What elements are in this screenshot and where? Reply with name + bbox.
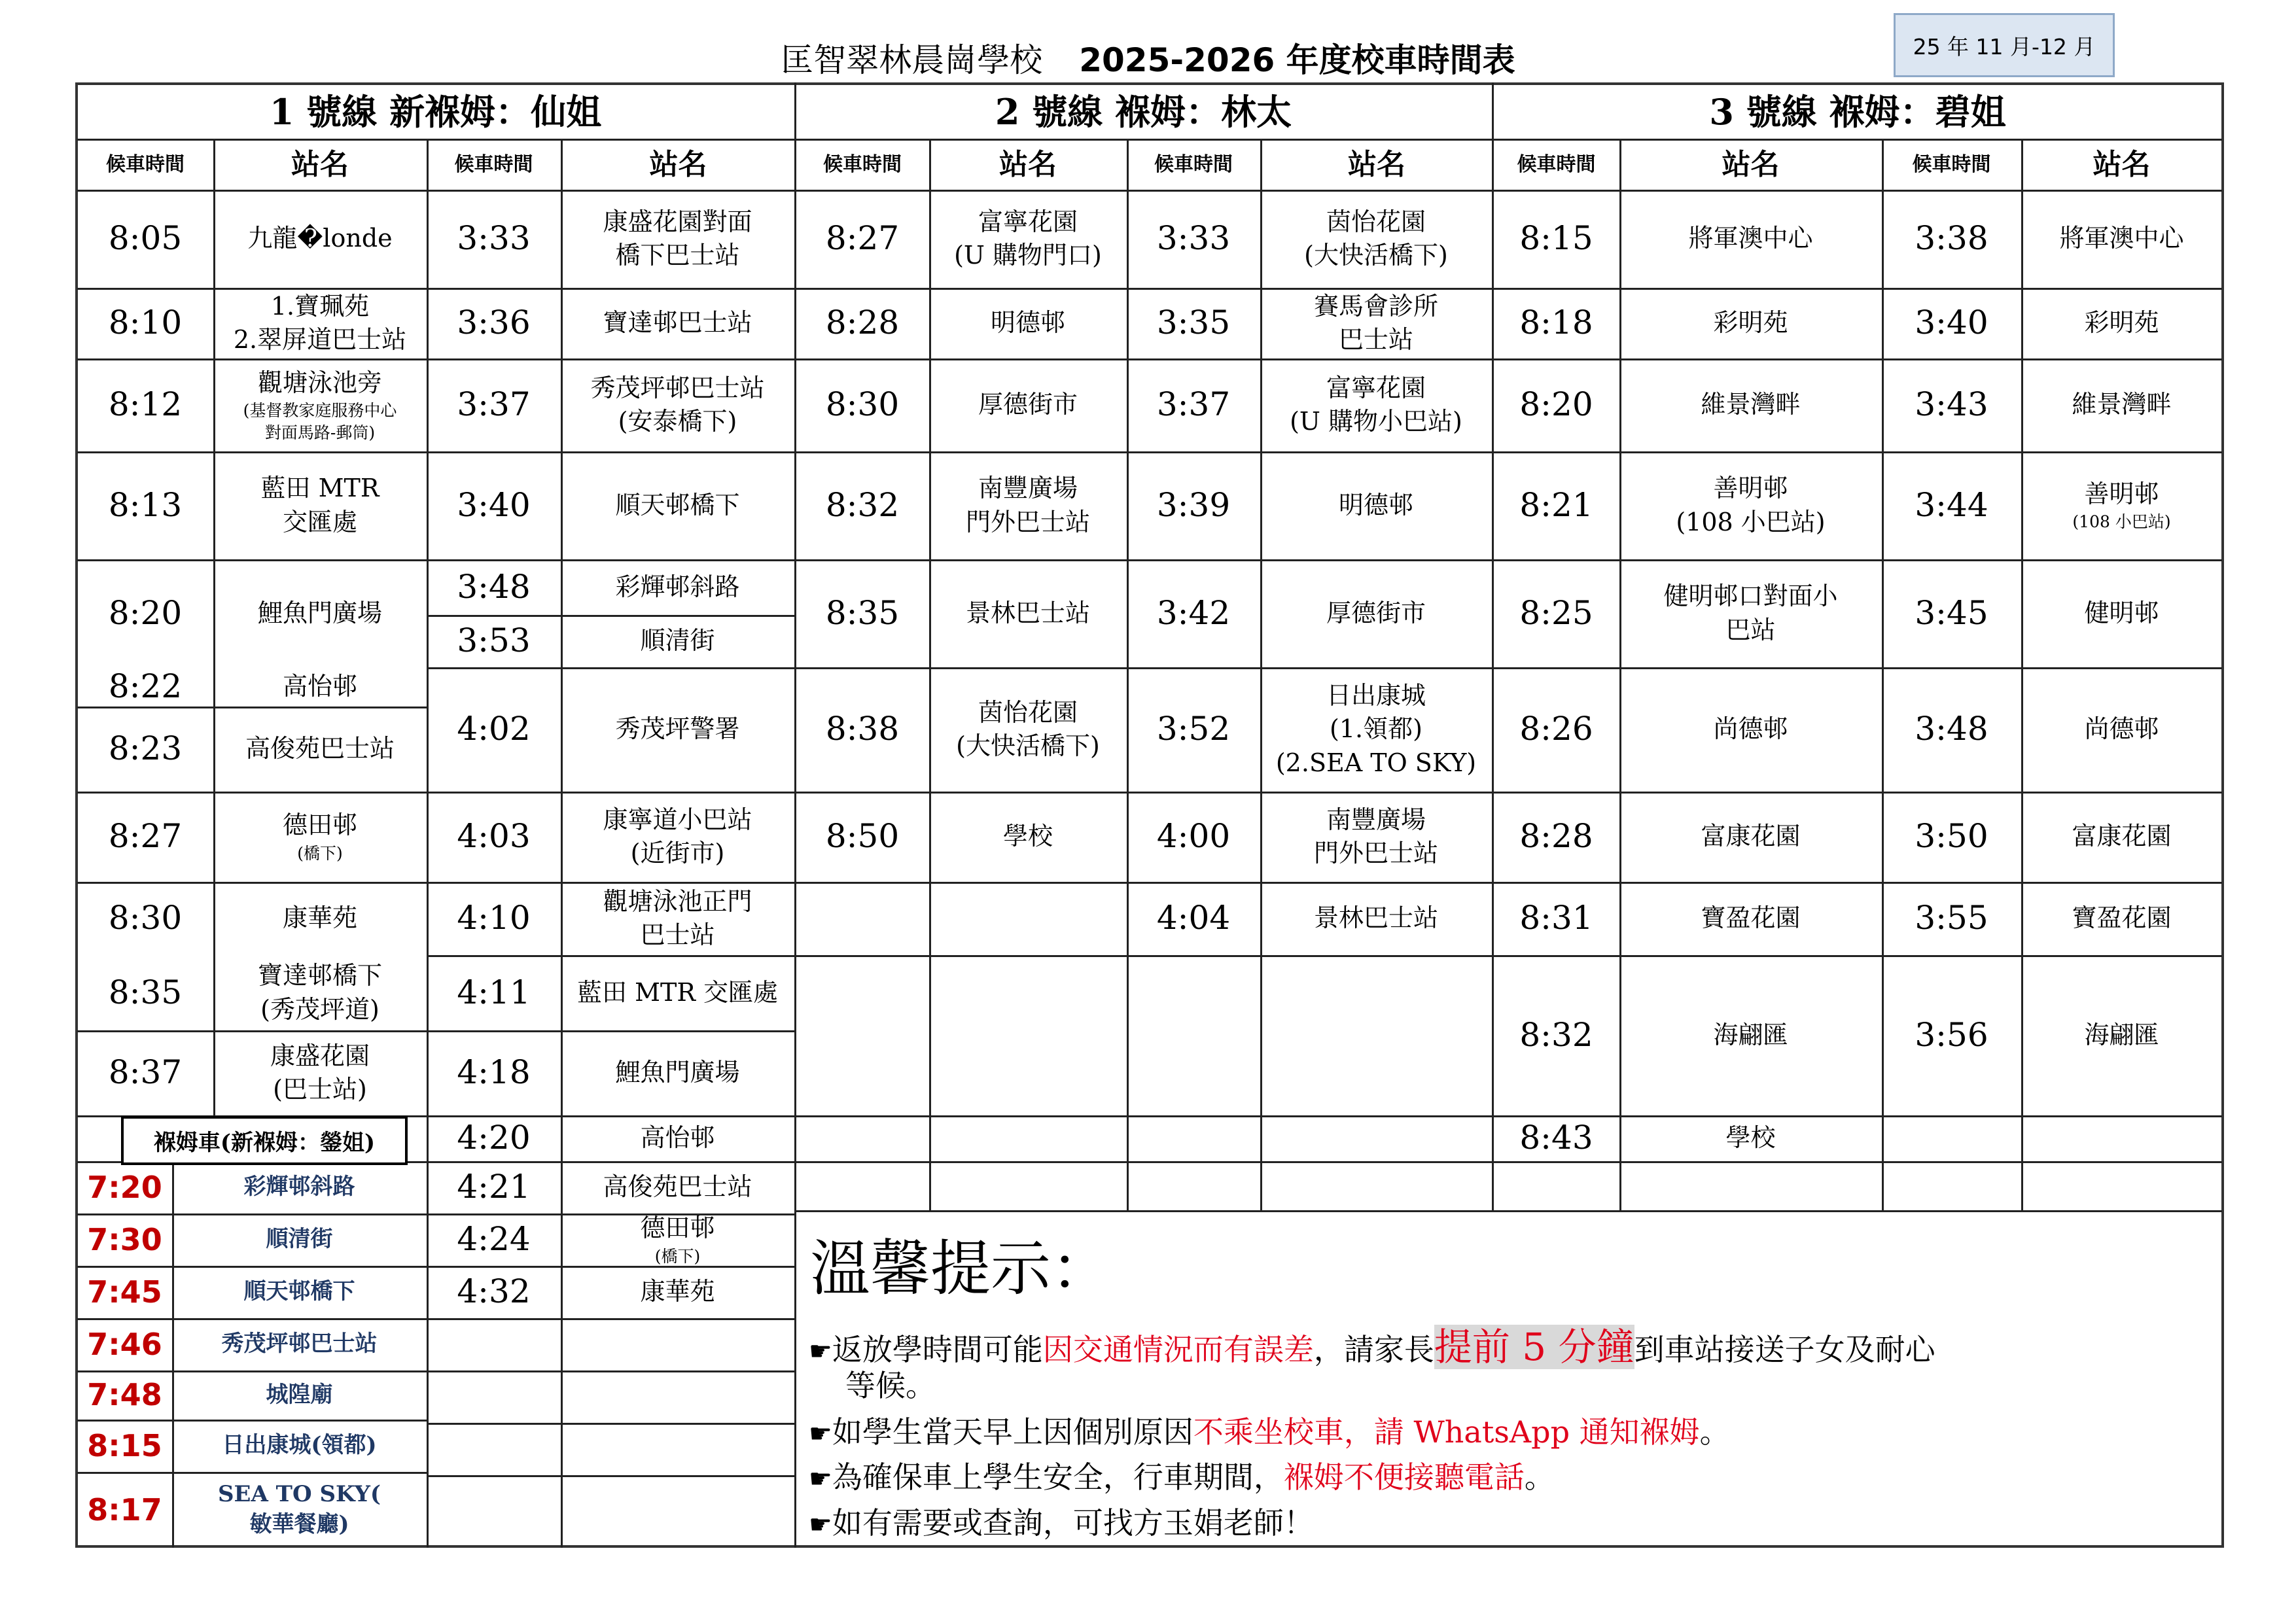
r1_pm-station: 鯉魚門廣場 — [615, 1058, 740, 1087]
r2_pm-station: 明德邨 — [1338, 490, 1413, 519]
r1_pm-station: 順清街 — [640, 626, 715, 655]
column-header-time: 候車時間 — [1912, 152, 1991, 176]
r3_pm-time: 3:38 — [1915, 219, 1988, 258]
column-header-time: 候車時間 — [1154, 152, 1233, 176]
r2_am-time: 8:28 — [825, 304, 900, 342]
r2_pm-station: 厚德街市 — [1326, 598, 1426, 627]
r1_pm-time: 4:02 — [457, 710, 531, 748]
r1_am-time: 8:13 — [108, 485, 183, 524]
r3_pm-time: 3:55 — [1915, 899, 1988, 937]
grid-hline — [796, 955, 1127, 957]
r3_am-time: 8:26 — [1519, 710, 1593, 748]
r2_am-station: 厚德街市 — [978, 390, 1078, 419]
r2_pm-time: 3:39 — [1156, 485, 1231, 524]
r2_am-time: 8:30 — [825, 385, 900, 424]
r1_am-station: 高怡邨 — [282, 672, 357, 701]
r2_pm-station: 景林巴士站 — [1313, 903, 1438, 933]
r1_pm-station: 寶達邨巴士站 — [603, 308, 752, 338]
grid-hline — [1493, 1161, 2222, 1163]
column-header-station: 站名 — [1348, 148, 1405, 182]
nanny-stop-time: 7:46 — [87, 1326, 162, 1362]
r2_pm-station: 茵怡花園 (大快活橋下) — [1304, 207, 1448, 270]
r1_pm-time: 4:11 — [457, 973, 531, 1011]
r1_am-station: 1.寶珮苑 2.翠屏道巴士站 — [233, 291, 407, 354]
r3_am-station: 富康花園 — [1701, 822, 1801, 851]
route-1-header: 1 號線 新褓姆：仙姐 — [269, 90, 602, 133]
r3_am-station: 海翩匯 — [1713, 1020, 1788, 1049]
r1_am-time: 8:12 — [108, 385, 183, 424]
r1_pm-station: 秀茂坪邨巴士站 (安泰橋下) — [590, 373, 765, 436]
r1_pm-time: 3:33 — [457, 219, 531, 258]
grid-hline — [427, 1423, 794, 1425]
r3_am-time: 8:15 — [1519, 219, 1593, 258]
r3_am-time: 8:31 — [1519, 899, 1593, 937]
column-header-time: 候車時間 — [454, 152, 533, 176]
r1_pm-station: 康寧道小巴站 (近街市) — [603, 805, 752, 867]
r1_pm-station: 藍田 MTR 交匯處 — [576, 977, 779, 1007]
r2_pm-station: 賽馬會診所 巴士站 — [1313, 291, 1438, 354]
tip-4: ☛如有需要或查詢，可找方玉娟老師！ — [809, 1505, 1314, 1541]
r1_am-time: 8:20 — [108, 593, 183, 632]
r2_am-station: 明德邨 — [990, 308, 1065, 338]
r3_pm-time: 3:56 — [1915, 1015, 1988, 1054]
grid-hline — [796, 1115, 1127, 1117]
schedule-year-title: 2025-2026 年度校車時間表 — [1079, 41, 1515, 79]
r1_am-station: 九龍�londe — [247, 224, 393, 253]
r2_am-station: 景林巴士站 — [965, 598, 1090, 627]
r2_am-time: 8:50 — [825, 817, 900, 856]
r1_am-time: 8:30 — [108, 899, 183, 937]
tips-heading: 溫馨提示： — [810, 1234, 1112, 1304]
r1_am-station: 寶達邨橋下 (秀茂坪道) — [257, 961, 382, 1024]
column-header-station: 站名 — [1722, 148, 1780, 182]
nanny-stop-time: 7:45 — [87, 1274, 162, 1310]
r2_am-time: 8:38 — [825, 710, 900, 748]
r1_pm-time: 4:18 — [457, 1053, 531, 1092]
nanny-stop-station: 順天邨橋下 — [243, 1278, 355, 1305]
r3_am-time: 8:18 — [1519, 304, 1593, 342]
r1_am-station: 藍田 MTR 交匯處 — [260, 474, 380, 536]
r1_pm-station: 秀茂坪警署 — [615, 714, 740, 744]
r3_pm-station: 富康花園 — [2072, 822, 2172, 851]
r3_am-station: 維景灣畔 — [1701, 390, 1801, 419]
r3_am-station: 健明邨口對面小 巴站 — [1663, 582, 1838, 644]
column-header-time: 候車時間 — [106, 152, 185, 176]
r1_pm-station: 康盛花園對面 橋下巴士站 — [603, 207, 752, 270]
nanny-stop-time: 8:17 — [87, 1492, 162, 1527]
r3_am-station: 將軍澳中心 — [1688, 224, 1813, 253]
r3_am-time: 8:21 — [1519, 485, 1593, 524]
r1_am-time: 8:23 — [108, 729, 183, 768]
nanny-bus-label: 褓姆車(新褓姆：鎣姐) — [121, 1116, 408, 1165]
column-header-station: 站名 — [2093, 148, 2151, 182]
pointing-hand-icon: ☛ — [809, 1510, 832, 1540]
r1_pm-station: 康華苑 — [640, 1277, 715, 1306]
r3_pm-station: 彩明苑 — [2084, 308, 2159, 338]
r3_am-time: 8:28 — [1519, 817, 1593, 856]
r1_pm-station: 順天邨橋下 — [615, 490, 740, 519]
nanny-stop-time: 8:15 — [87, 1427, 162, 1463]
r2_pm-time: 3:52 — [1156, 710, 1231, 748]
r3_pm-station: 寶盈花園 — [2072, 903, 2172, 933]
r3_pm-station: 尚德邨 — [2084, 714, 2159, 744]
r3_am-station: 尚德邨 — [1713, 714, 1788, 744]
r1_am-station: 鯉魚門廣場 — [257, 598, 382, 627]
nanny-stop-station: 彩輝邨斜路 — [243, 1174, 355, 1200]
r2_am-time: 8:27 — [825, 219, 900, 258]
r3_pm-time: 3:43 — [1915, 385, 1988, 424]
r1_pm-station: 高俊苑巴士站 — [603, 1172, 752, 1202]
r1_pm-time: 4:32 — [457, 1272, 531, 1311]
nanny-stop-time: 7:20 — [87, 1169, 162, 1205]
nanny-stop-station: 城隍廟 — [266, 1381, 333, 1408]
r3_am-station: 彩明苑 — [1713, 308, 1788, 338]
r2_am-station: 富寧花園 (U 購物門口) — [954, 207, 1102, 270]
r1_am-station: 德田邨 (橋下) — [282, 811, 357, 863]
r1_pm-time: 3:37 — [457, 385, 531, 424]
r3_am-time: 8:43 — [1519, 1119, 1593, 1157]
r1_pm-time: 3:48 — [457, 567, 531, 606]
tip-1: ☛返放學時間可能因交通情況而有誤差，請家長提前 5 分鐘到車站接送子女及耐心 — [809, 1325, 1935, 1369]
r1_pm-time: 4:03 — [457, 817, 531, 856]
r3_am-time: 8:20 — [1519, 385, 1593, 424]
r1_pm-time: 4:24 — [457, 1220, 531, 1259]
grid-hline — [427, 1318, 794, 1320]
r2_pm-time: 3:37 — [1156, 385, 1231, 424]
r1_am-time: 8:37 — [108, 1053, 183, 1092]
r1_pm-time: 3:36 — [457, 304, 531, 342]
pointing-hand-icon: ☛ — [809, 1464, 832, 1494]
r3_am-time: 8:32 — [1519, 1015, 1593, 1054]
nanny-stop-station: 順清街 — [266, 1226, 333, 1253]
grid-hline — [427, 1370, 794, 1372]
r3_pm-station: 維景灣畔 — [2072, 390, 2172, 419]
r2_pm-station: 南豐廣場 門外巴士站 — [1313, 805, 1438, 867]
r3_pm-station: 將軍澳中心 — [2059, 224, 2184, 253]
r2_pm-time: 4:00 — [1156, 817, 1231, 856]
r1_pm-station: 德田邨 (橋下) — [640, 1213, 715, 1266]
r2_am-time: 8:32 — [825, 485, 900, 524]
r1_pm-station: 高怡邨 — [640, 1123, 715, 1153]
r1_am-station: 高俊苑巴士站 — [245, 734, 395, 763]
nanny-stop-time: 7:48 — [87, 1377, 162, 1413]
nanny-stop-station: SEA TO SKY( 敏華餐廳) — [218, 1481, 381, 1537]
r2_pm-station: 富寧花園 (U 購物小巴站) — [1290, 373, 1462, 436]
r1_am-time: 8:35 — [108, 973, 183, 1011]
nanny-stop-station: 日出康城(領都) — [222, 1432, 377, 1459]
column-header-station: 站名 — [999, 148, 1057, 182]
r3_pm-time: 3:50 — [1915, 817, 1988, 856]
pointing-hand-icon: ☛ — [809, 1336, 832, 1367]
r3_am-station: 善明邨 (108 小巴站) — [1676, 474, 1826, 536]
r2_pm-time: 3:33 — [1156, 219, 1231, 258]
column-header-station: 站名 — [291, 148, 349, 182]
grid-hline — [427, 1475, 794, 1477]
r1_pm-time: 3:40 — [457, 485, 531, 524]
grid-hline — [1127, 1115, 1492, 1117]
nanny-stop-station: 秀茂坪邨巴士站 — [221, 1331, 378, 1357]
grid-hline — [1127, 955, 1492, 957]
r2_pm-time: 3:35 — [1156, 304, 1231, 342]
r2_am-station: 學校 — [1002, 822, 1053, 851]
tip-3: ☛為確保車上學生安全，行車期間，褓姆不便接聽電話。 — [809, 1459, 1555, 1495]
r3_am-station: 學校 — [1725, 1123, 1776, 1153]
grid-hline — [796, 882, 1127, 884]
r2_pm-time: 4:04 — [1156, 899, 1231, 937]
r1_am-time: 8:10 — [108, 304, 183, 342]
r3_pm-station: 海翩匯 — [2084, 1020, 2159, 1049]
highlight-5-minutes: 提前 5 分鐘 — [1434, 1325, 1634, 1369]
tip-1-cont: 等候。 — [845, 1368, 936, 1403]
r2_am-time: 8:35 — [825, 593, 900, 632]
r1_pm-time: 4:10 — [457, 899, 531, 937]
r1_pm-time: 4:20 — [457, 1119, 531, 1157]
r1_am-time: 8:27 — [108, 817, 183, 856]
r1_pm-station: 彩輝邨斜路 — [615, 572, 740, 601]
route-3-header: 3 號線 褓姆：碧姐 — [1709, 90, 2006, 133]
school-name: 匡智翠林晨崗學校 — [781, 41, 1043, 79]
grid-hline — [1127, 1161, 1492, 1163]
nanny-stop-time: 7:30 — [87, 1221, 162, 1257]
column-header-time: 候車時間 — [823, 152, 902, 176]
r3_pm-time: 3:45 — [1915, 593, 1988, 632]
r1_pm-time: 3:53 — [457, 621, 531, 660]
r1_pm-time: 4:21 — [457, 1168, 531, 1206]
r3_pm-station: 健明邨 — [2084, 598, 2159, 627]
r2_pm-station: 日出康城 (1.領都) (2.SEA TO SKY) — [1275, 681, 1477, 777]
grid-hline — [796, 1161, 1127, 1163]
r1_am-station: 觀塘泳池旁 (基督教家庭服務中心 對面馬路-郵筒) — [243, 368, 397, 442]
r3_pm-time: 3:40 — [1915, 304, 1988, 342]
column-header-station: 站名 — [649, 148, 707, 182]
pointing-hand-icon: ☛ — [809, 1419, 832, 1449]
r3_pm-station: 善明邨 (108 小巴站) — [2072, 479, 2171, 532]
r1_am-station: 康盛花園 (巴士站) — [270, 1041, 370, 1104]
r2_am-station: 南豐廣場 門外巴士站 — [965, 474, 1090, 536]
date-range-badge: 25 年 11 月-12 月 — [1894, 13, 2115, 77]
r1_am-time: 8:22 — [108, 667, 183, 706]
grid-hline — [796, 1210, 2222, 1212]
r3_am-time: 8:25 — [1519, 593, 1593, 632]
r2_am-station: 茵怡花園 (大快活橋下) — [956, 697, 1100, 760]
r3_pm-time: 3:44 — [1915, 485, 1988, 524]
r1_am-station: 康華苑 — [282, 903, 357, 933]
column-header-time: 候車時間 — [1517, 152, 1596, 176]
r1_pm-station: 觀塘泳池正門 巴士站 — [603, 886, 752, 949]
r1_am-time: 8:05 — [108, 219, 183, 258]
r3_am-station: 寶盈花園 — [1701, 903, 1801, 933]
route-2-header: 2 號線 褓姆：林太 — [995, 90, 1292, 133]
r2_pm-time: 3:42 — [1156, 593, 1231, 632]
r3_pm-time: 3:48 — [1915, 710, 1988, 748]
tip-2: ☛如學生當天早上因個別原因不乘坐校車，請 WhatsApp 通知褓姆。 — [809, 1414, 1730, 1450]
